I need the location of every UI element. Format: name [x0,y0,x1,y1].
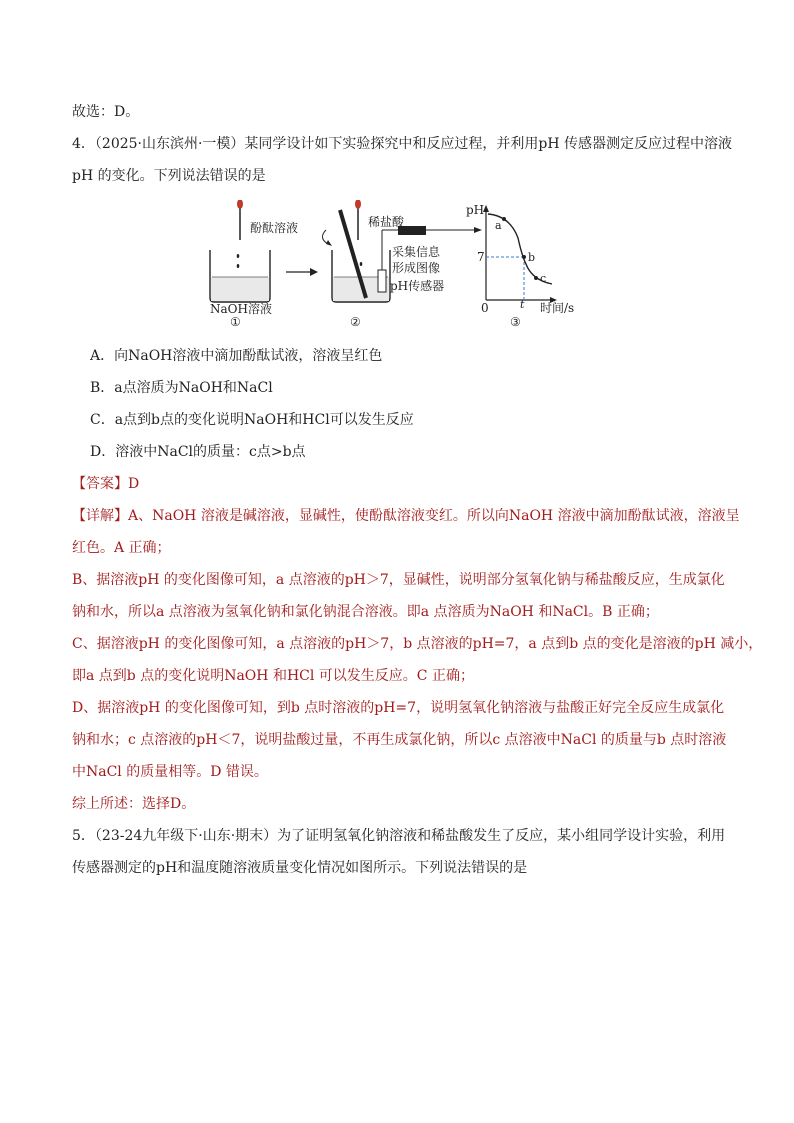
option-c: C．a点到b点的变化说明NaOH和HCl可以发生反应 [90,412,414,428]
naoh-label: NaOH溶液 [210,302,272,316]
ph-sensor-label: pH传感器 [390,279,445,293]
y-tick-7: 7 [477,250,485,264]
question-4-line-2: pH 的变化。下列说法错误的是 [72,168,266,184]
x-axis-label: 时间/s [540,301,575,315]
detail-line-7: D、据溶液pH 的变化图像可知，到b 点时溶液的pH=7，说明氢氧化钠溶液与盐酸正好完全反应生成氯化 [72,700,725,716]
option-b: B．a点溶质为NaOH和NaCl [90,380,273,396]
conclusion-line: 故选：D。 [72,104,140,120]
question-5-line-1: 5．（23-24九年级下·山东·期末）为了证明氢氧化钠溶液和稀盐酸发生了反应，某小组同学设计实验，利用 [72,828,726,844]
form-image-label: 形成图像 [392,261,441,275]
point-a-label: a [495,219,502,232]
answer-tag: 【答案】 [72,476,128,492]
figure-1-number: ① [230,315,241,328]
point-c-label: c [540,272,547,285]
option-d: D．溶液中NaCl的质量：c点>b点 [90,444,306,460]
detail-line-9: 中NaCl 的质量相等。D 错误。 [72,764,268,780]
answer-value: D [128,476,140,492]
option-a: A．向NaOH溶液中滴加酚酞试液，溶液呈红色 [90,348,383,364]
detail-text-1: A、NaOH 溶液是碱溶液，显碱性，使酚酞溶液变红。所以向NaOH 溶液中滴加酚酞试液，溶液呈 [128,508,740,524]
experiment-figure [200,200,590,328]
beaker-1 [210,200,270,302]
phenolphthalein-label: 酚酞溶液 [250,221,299,235]
question-5-line-2: 传感器测定的pH和温度随溶液质量变化情况如图所示。下列说法错误的是 [72,860,528,876]
detail-tag: 【详解】 [72,508,128,524]
detail-line-5: C、据溶液pH 的变化图像可知，a 点溶液的pH＞7，b 点溶液的pH=7，a 点到b 点的变化是溶液的pH 减小， [72,636,763,652]
detail-line-4: 钠和水，所以a 点溶液为氢氧化钠和氯化钠混合溶液。即a 点溶质为NaOH 和NaCl。B 正确； [72,604,659,620]
detail-line-3: B、据溶液pH 的变化图像可知，a 点溶液的pH＞7，显碱性，说明部分氢氧化钠与稀盐酸反应，生成氯化 [72,572,725,588]
origin-label: 0 [481,301,489,315]
detail-line-8: 钠和水；c 点溶液的pH＜7，说明盐酸过量，不再生成氯化钠，所以c 点溶液中NaCl 的质量与b 点时溶液 [72,732,727,748]
point-b-label: b [528,251,536,264]
detail-line-1 [72,506,740,526]
collect-info-label: 采集信息 [392,245,441,259]
dropper-bulb-icon [237,200,243,209]
summary-line: 综上所述：选择D。 [72,796,196,812]
hcl-label: 稀盐酸 [368,215,405,229]
question-4-line-1: 4．（2025·山东滨州·一模）某同学设计如下实验探究中和反应过程，并利用pH 传感器测定反应过程中溶液 [72,136,733,152]
t-label: t [520,298,525,311]
detail-line-2: 红色。A 正确； [72,540,171,556]
y-axis-label: pH [466,203,485,217]
answer-line [72,474,139,494]
detail-line-6: 即a 点到b 点的变化说明NaOH 和HCl 可以发生反应。C 正确； [72,668,474,684]
figure-3-number: ③ [510,315,521,328]
figure-2-number: ② [350,315,361,328]
